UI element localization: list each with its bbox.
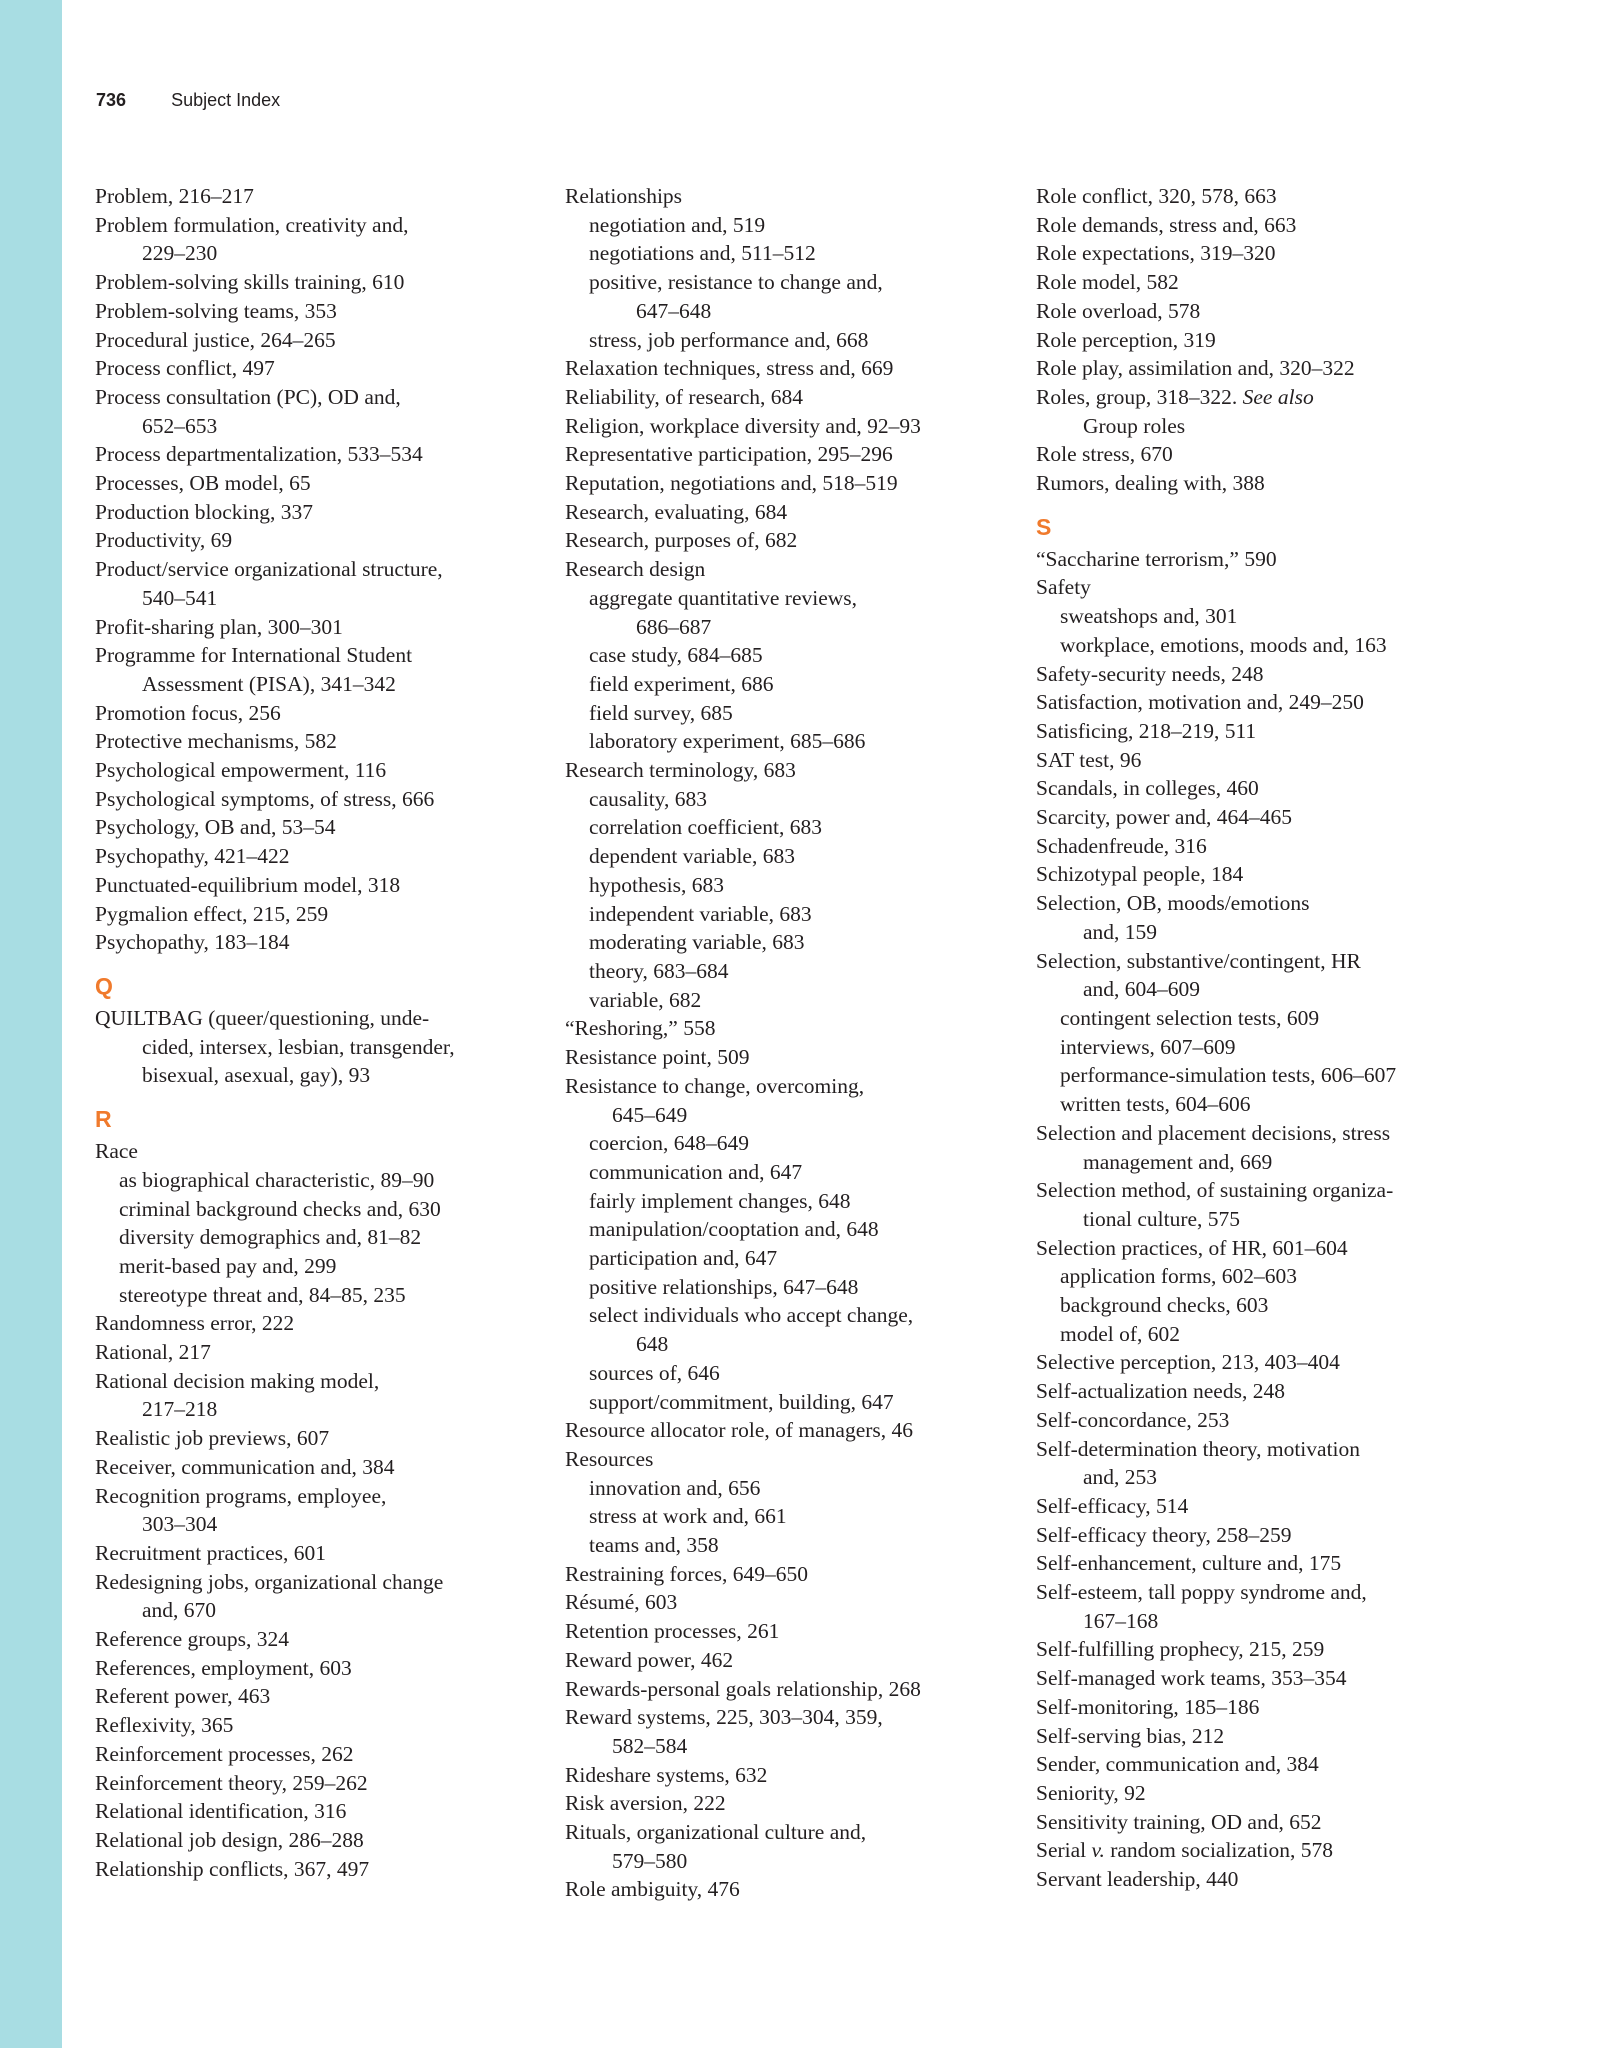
index-subentry: support/commitment, building, 647 [589,1389,894,1414]
index-entry: Reinforcement processes, 262 [95,1741,354,1766]
index-entry: Selection, substantive/contingent, HR and, 604–609 [1036,948,1361,1002]
index-entry: Safety [1036,575,1091,600]
index-entry: Seniority, 92 [1036,1780,1146,1805]
index-entry: QUILTBAG (queer/questioning, unde- cided, intersex, lesbian, transgender, bisexual, asexual, gay), 93 [95,1005,455,1088]
index-entry: “Reshoring,” 558 [565,1016,716,1041]
index-entry: Reflexivity, 365 [95,1713,234,1738]
index-entry: Resistance point, 509 [565,1045,750,1070]
index-subentry: application forms, 602–603 [1060,1264,1298,1289]
index-subentry: theory, 683–684 [589,958,729,983]
index-entry: Roles, group, 318–322. See also Group roles [1036,384,1314,438]
index-entry: Role overload, 578 [1036,298,1201,323]
index-entry: Rational, 217 [95,1340,211,1365]
index-subentry: correlation coefficient, 683 [589,815,823,840]
index-entry: Self-efficacy, 514 [1036,1493,1189,1518]
index-entry: Resistance to change, overcoming, 645–649 [565,1073,865,1127]
index-subentry: manipulation/cooptation and, 648 [589,1217,879,1242]
index-entry: Punctuated-equilibrium model, 318 [95,872,401,897]
index-subentry: causality, 683 [589,786,708,811]
index-entry: Processes, OB model, 65 [95,471,311,496]
index-subentry: teams and, 358 [589,1533,719,1558]
index-entry: Reference groups, 324 [95,1627,290,1652]
index-entry: Problem formulation, creativity and, 229–230 [95,212,409,266]
index-subentry: workplace, emotions, moods and, 163 [1060,632,1387,657]
index-subentry: stereotype threat and, 84–85, 235 [119,1282,406,1307]
index-entry: Psychopathy, 183–184 [95,930,290,955]
index-entry: Schizotypal people, 184 [1036,862,1244,887]
page-number: 736 [96,90,127,110]
index-subentry: aggregate quantitative reviews, 686–687 [589,585,858,639]
index-entry: Psychology, OB and, 53–54 [95,815,336,840]
index-entry: Schadenfreude, 316 [1036,833,1207,858]
index-subentry: dependent variable, 683 [589,844,795,869]
index-entry: Serial v. random socialization, 578 [1036,1838,1333,1863]
index-subentry: background checks, 603 [1060,1293,1269,1318]
index-entry: Relaxation techniques, stress and, 669 [565,356,894,381]
index-subentry: variable, 682 [589,987,702,1012]
index-subentry: innovation and, 656 [589,1475,761,1500]
index-entry: Research, purposes of, 682 [565,528,798,553]
index-entry: Scandals, in colleges, 460 [1036,776,1259,801]
section-title: Subject Index [171,90,281,110]
index-subentry: field survey, 685 [589,700,733,725]
index-entry: Risk aversion, 222 [565,1791,726,1816]
index-entry: Self-enhancement, culture and, 175 [1036,1551,1342,1576]
index-entry: Problem-solving teams, 353 [95,298,337,323]
index-entry: Servant leadership, 440 [1036,1867,1239,1892]
index-entry: Redesigning jobs, organizational change and, 670 [95,1569,444,1623]
index-subentry: as biographical characteristic, 89–90 [119,1167,435,1192]
index-entry: Problem, 216–217 [95,184,254,208]
index-entry: Self-monitoring, 185–186 [1036,1694,1260,1719]
index-entry: Role ambiguity, 476 [565,1877,740,1902]
index-entry: Research terminology, 683 [565,758,796,783]
index-subentry: select individuals who accept change, 648 [589,1303,914,1357]
index-subentry: field experiment, 686 [589,671,774,696]
index-entry: Self-efficacy theory, 258–259 [1036,1522,1292,1547]
index-subentry: sources of, 646 [589,1360,720,1385]
index-subentry: contingent selection tests, 609 [1060,1005,1320,1030]
index-column-1 [95,182,455,1883]
index-subentry: diversity demographics and, 81–82 [119,1225,422,1250]
index-entry: Relationship conflicts, 367, 497 [95,1856,370,1881]
index-subentry: case study, 684–685 [589,643,763,668]
index-entry: Satisfaction, motivation and, 249–250 [1036,690,1364,715]
index-subentry: model of, 602 [1060,1321,1181,1346]
index-entry: Sender, communication and, 384 [1036,1752,1319,1777]
index-entry: Psychopathy, 421–422 [95,844,290,869]
index-entry: Rumors, dealing with, 388 [1036,471,1265,496]
index-entry: Rituals, organizational culture and, 579–580 [565,1820,867,1873]
letter-heading-q: Q [95,972,113,999]
index-entry: Recognition programs, employee, 303–304 [95,1483,387,1537]
index-entry: Reliability, of research, 684 [565,384,804,409]
index-entry: Selection method, of sustaining organiza- tional culture, 575 [1036,1178,1394,1231]
index-entry: Reward power, 462 [565,1647,734,1672]
index-entry: Randomness error, 222 [95,1311,295,1336]
index-entry: Relationships [565,184,683,208]
index-subentry: fairly implement changes, 648 [589,1188,851,1213]
index-entry: Programme for International Student Assessment (PISA), 341–342 [95,643,413,696]
index-subentry: performance-simulation tests, 606–607 [1060,1063,1397,1088]
index-entry: Self-managed work teams, 353–354 [1036,1666,1347,1691]
index-entry: Procedural justice, 264–265 [95,327,336,352]
index-column-3 [1036,182,1396,1894]
index-entry: Safety-security needs, 248 [1036,661,1264,686]
index-entry: Role demands, stress and, 663 [1036,212,1297,237]
index-subentry: coercion, 648–649 [589,1131,750,1156]
index-entry: Satisficing, 218–219, 511 [1036,718,1257,743]
index-entry: Selection, OB, moods/emotions and, 159 [1036,891,1310,944]
index-entry: Role stress, 670 [1036,442,1173,467]
index-subentry: sweatshops and, 301 [1060,604,1238,629]
index-entry: Problem-solving skills training, 610 [95,270,405,295]
index-entry: Self-determination theory, motivation and, 253 [1036,1436,1361,1490]
letter-heading-s: S [1036,513,1052,540]
index-subentry: communication and, 647 [589,1159,803,1184]
index-subentry: negotiations and, 511–512 [589,241,816,266]
index-entry: Reputation, negotiations and, 518–519 [565,471,898,496]
index-entry: Resource allocator role, of managers, 46 [565,1418,914,1443]
index-entry: Résumé, 603 [565,1590,678,1615]
index-entry: Profit-sharing plan, 300–301 [95,614,343,639]
index-entry: Recruitment practices, 601 [95,1540,327,1565]
running-head [96,90,280,111]
index-entry: Self-concordance, 253 [1036,1407,1230,1432]
index-entry: Referent power, 463 [95,1684,271,1709]
index-entry: “Saccharine terrorism,” 590 [1036,546,1277,571]
index-subentry: written tests, 604–606 [1060,1092,1251,1117]
index-entry: Self-actualization needs, 248 [1036,1379,1285,1404]
index-entry: Process departmentalization, 533–534 [95,442,423,467]
index-entry: Receiver, communication and, 384 [95,1454,395,1479]
index-entry: Selective perception, 213, 403–404 [1036,1350,1340,1375]
index-entry: Religion, workplace diversity and, 92–93 [565,413,921,438]
index-column-2 [565,182,921,1904]
index-entry: Role model, 582 [1036,270,1179,295]
index-entry: Psychological symptoms, of stress, 666 [95,786,435,811]
index-entry: Reinforcement theory, 259–262 [95,1770,368,1795]
index-entry: Sensitivity training, OD and, 652 [1036,1809,1322,1834]
index-entry: Production blocking, 337 [95,499,313,524]
index-subentry: laboratory experiment, 685–686 [589,729,866,754]
index-entry: Protective mechanisms, 582 [95,729,337,754]
index-entry: Restraining forces, 649–650 [565,1561,809,1586]
index-entry: Productivity, 69 [95,528,233,553]
index-entry: Self-esteem, tall poppy syndrome and, 167–168 [1036,1580,1367,1633]
see-also-ref: See also [1242,384,1314,409]
index-entry: Rewards-personal goals relationship, 268 [565,1676,921,1701]
index-entry: Product/service organizational structure, 540–541 [95,557,443,610]
index-entry: Representative participation, 295–296 [565,442,893,467]
index-entry: Rideshare systems, 632 [565,1762,768,1787]
index-subentry: negotiation and, 519 [589,212,766,237]
index-entry: Role play, assimilation and, 320–322 [1036,356,1355,381]
index-subentry: positive, resistance to change and, 647–648 [589,270,883,323]
index-subentry: participation and, 647 [589,1246,778,1271]
index-entry: Self-serving bias, 212 [1036,1723,1225,1748]
index-entry: Retention processes, 261 [565,1619,780,1644]
index-subentry: stress, job performance and, 668 [589,327,869,352]
index-entry: Role conflict, 320, 578, 663 [1036,184,1277,208]
index-entry: Relational job design, 286–288 [95,1827,364,1852]
index-entry: SAT test, 96 [1036,747,1142,772]
index-entry: Relational identification, 316 [95,1799,347,1824]
letter-heading-r: R [95,1106,112,1133]
index-subentry: hypothesis, 683 [589,872,724,897]
index-entry: Promotion focus, 256 [95,700,281,725]
index-entry: References, employment, 603 [95,1655,352,1680]
index-entry: Resources [565,1446,654,1471]
index-subentry: stress at work and, 661 [589,1504,787,1529]
index-entry: Selection and placement decisions, stress management and, 669 [1036,1120,1391,1174]
index-entry: Research, evaluating, 684 [565,499,788,524]
index-subentry: positive relationships, 647–648 [589,1274,859,1299]
index-entry: Role expectations, 319–320 [1036,241,1276,266]
index-entry: Process consultation (PC), OD and, 652–653 [95,384,401,438]
index-entry: Self-fulfilling prophecy, 215, 259 [1036,1637,1325,1662]
index-entry: Selection practices, of HR, 601–604 [1036,1235,1348,1260]
index-subentry: merit-based pay and, 299 [119,1253,337,1278]
index-entry: Process conflict, 497 [95,356,275,381]
index-entry: Psychological empowerment, 116 [95,758,387,783]
index-entry: Reward systems, 225, 303–304, 359, 582–584 [565,1705,883,1758]
index-entry: Pygmalion effect, 215, 259 [95,901,329,926]
index-entry: Race [95,1139,138,1164]
index-entry: Scarcity, power and, 464–465 [1036,805,1292,830]
index-entry: Research design [565,557,706,582]
side-color-strip [0,0,62,2048]
index-subentry: independent variable, 683 [589,901,812,926]
index-columns [95,182,1555,1982]
index-entry: Rational decision making model, 217–218 [95,1368,380,1422]
index-entry: Role perception, 319 [1036,327,1216,352]
index-subentry: interviews, 607–609 [1060,1034,1236,1059]
index-subentry: moderating variable, 683 [589,930,805,955]
index-subentry: criminal background checks and, 630 [119,1196,441,1221]
index-entry: Realistic job previews, 607 [95,1426,330,1451]
